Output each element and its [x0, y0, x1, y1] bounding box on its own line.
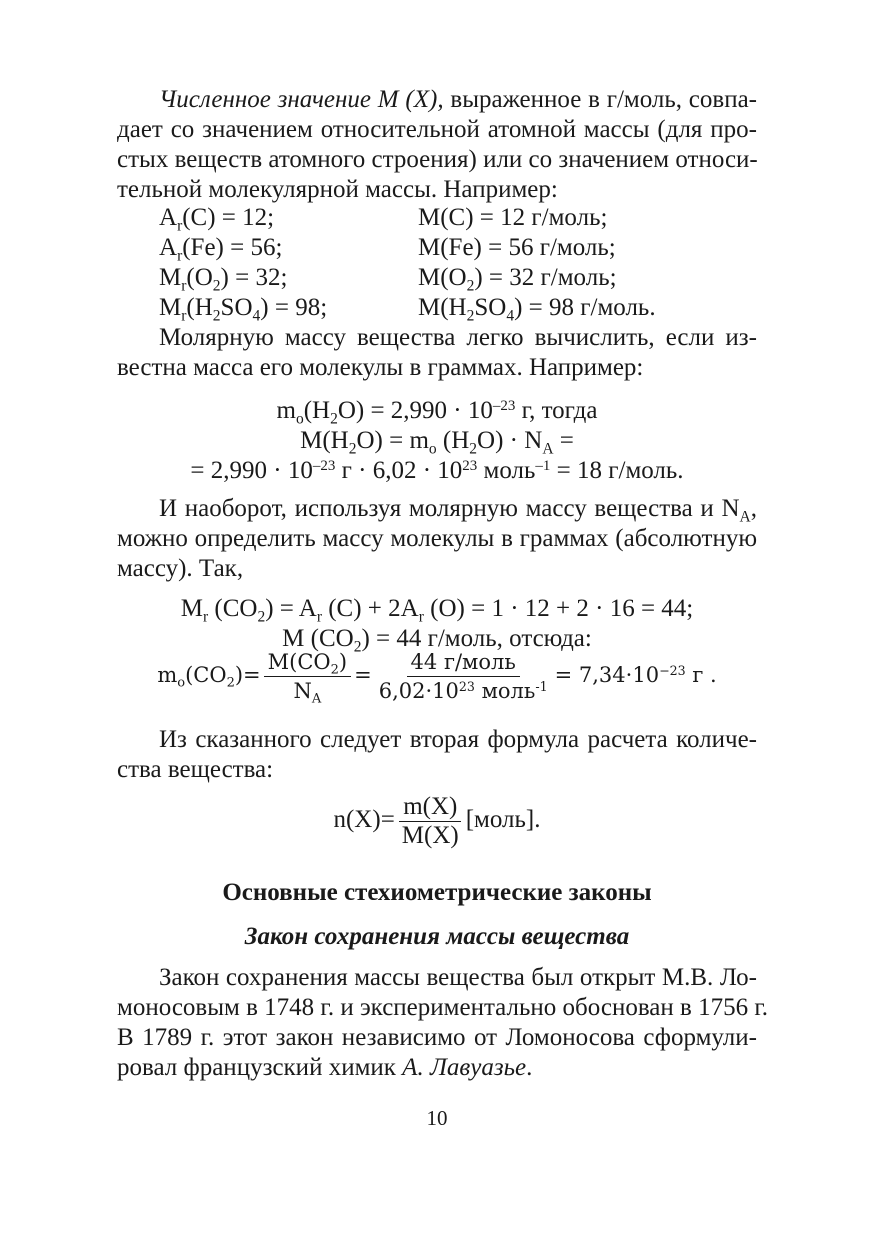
example-molar-mass: M(C) = 12 г/моль; [418, 204, 608, 231]
example-relative-mass: $M_r(H_2SO_4) = 98$; [159, 294, 328, 325]
paragraph-line: моносовым в 1748 г. и экспериментально обоснован в 1756 г. [117, 994, 769, 1021]
paragraph-second-formula [117, 725, 757, 785]
equation-result: = $7,34\cdot 10^{-23}$ г . [554, 663, 717, 687]
paragraph-molar-mass-calculation [117, 323, 757, 383]
paragraph-absolute-mass [117, 494, 757, 584]
paragraph-line: Из сказанного следует вторая формула расчета количе- [159, 726, 757, 753]
fraction-molar-over-avogadro: $\frac{M(CO_2)}{N_A}$ [264, 649, 351, 704]
section-heading: Основные стехиометрические законы [222, 879, 652, 906]
paragraph-line: Закон сохранения массы вещества был открыт М.В. Ло- [159, 964, 757, 991]
italic-name: А. Лавуазье [402, 1054, 527, 1081]
example-row [159, 263, 719, 293]
paragraph-line: И наоборот, используя молярную массу вещества и $N_A$, [159, 495, 757, 526]
paragraph-line: можно определить массу молекулы в граммах (абсолютную [117, 525, 757, 552]
paragraph-line: Численное значение М (Х), выраженное в г/моль, совпа- [159, 86, 758, 113]
paragraph-mass-conservation [117, 963, 769, 1083]
page-number: 10 [426, 1106, 448, 1130]
paragraph-line: дает со значением относительной атомной массы (для про- [117, 116, 757, 143]
equation-molecule-mass: $m_o(H_2O) = 2,990 \cdot 10^{-23}$ г, тогда [276, 397, 598, 428]
example-relative-mass: $A_r(C) = 12$; [159, 204, 275, 235]
paragraph-line: Молярную массу вещества легко вычислить, если из- [159, 324, 757, 351]
paragraph-line: ства вещества: [117, 756, 274, 783]
example-relative-mass: $A_r(Fe) = 56$; [159, 234, 283, 265]
subsection-heading: Закон сохранения массы вещества [244, 923, 630, 950]
paragraph-molar-mass-definition [117, 85, 757, 205]
formula-amount-of-substance: n(X)= $\frac{m(X)}{M(X)}$ [моль]. [333, 792, 541, 849]
example-molar-mass: $M(O_2) = 32$ г/моль; [418, 264, 617, 295]
paragraph-line: В 1789 г. этот закон независимо от Ломоносова сформули- [117, 1024, 757, 1051]
paragraph-line: массу). Так, [117, 555, 244, 582]
examples-list [159, 203, 719, 323]
paragraph-line: тельной молекулярной массы. Например: [117, 176, 558, 203]
example-molar-mass: $M(H_2SO_4) = 98$ г/моль. [418, 294, 656, 325]
equation-molar-mass-result: = $2,990 \cdot 10^{-23}$ $г \cdot 6,02 \cdot 10^{23}$ моль$^{-1}$ = 18 г/моль. [190, 457, 684, 484]
equation-co2-relative-mass: $M_r$ $(CO_2) = A_r$ $(C) + 2A_r$ (O) = 1 · 12 + 2 · 16 = 44; [180, 595, 694, 626]
example-molar-mass: M(Fe) = 56 г/моль; [418, 234, 616, 261]
paragraph-line: стых веществ атомного строения) или со значением относи- [117, 146, 758, 173]
fraction-numeric: $\frac{\text{44 г/моль}}{6,02\cdot 10^{23} моль^{-1}}$ [378, 649, 548, 703]
equation-co2-molecule-mass: $m_o(CO_2)=$ $\frac{M(CO_2)}{N_A}$ = $\frac{\text{44 г/моль}}{6,02\cdot 10^{23} моль^{-1}}$ = $7,34\cdot 10^{-23}$ г . [157, 649, 717, 707]
fraction-mass-over-molar: $\frac{m(X)}{M(X)}$ [398, 794, 463, 849]
equation-molar-mass-product: $M(H_2O) = m_o$ $(H_2O) \cdot N_A$ = [300, 427, 574, 458]
paragraph-line: ровал французский химик А. Лавуазье. [117, 1054, 533, 1081]
equation-lhs: $m_o(CO_2)=$ [157, 663, 261, 691]
example-row [159, 293, 719, 323]
example-relative-mass: $M_r(O_2) = 32$; [159, 264, 288, 295]
paragraph-line: вестна масса его молекулы в граммах. Например: [117, 354, 644, 381]
example-row [159, 233, 719, 263]
example-row [159, 203, 719, 233]
equation-co2-molar-mass: M $(CO_2) = 44$ г/моль, отсюда: [282, 625, 592, 656]
italic-lead: Численное значение М (Х), [159, 86, 444, 113]
